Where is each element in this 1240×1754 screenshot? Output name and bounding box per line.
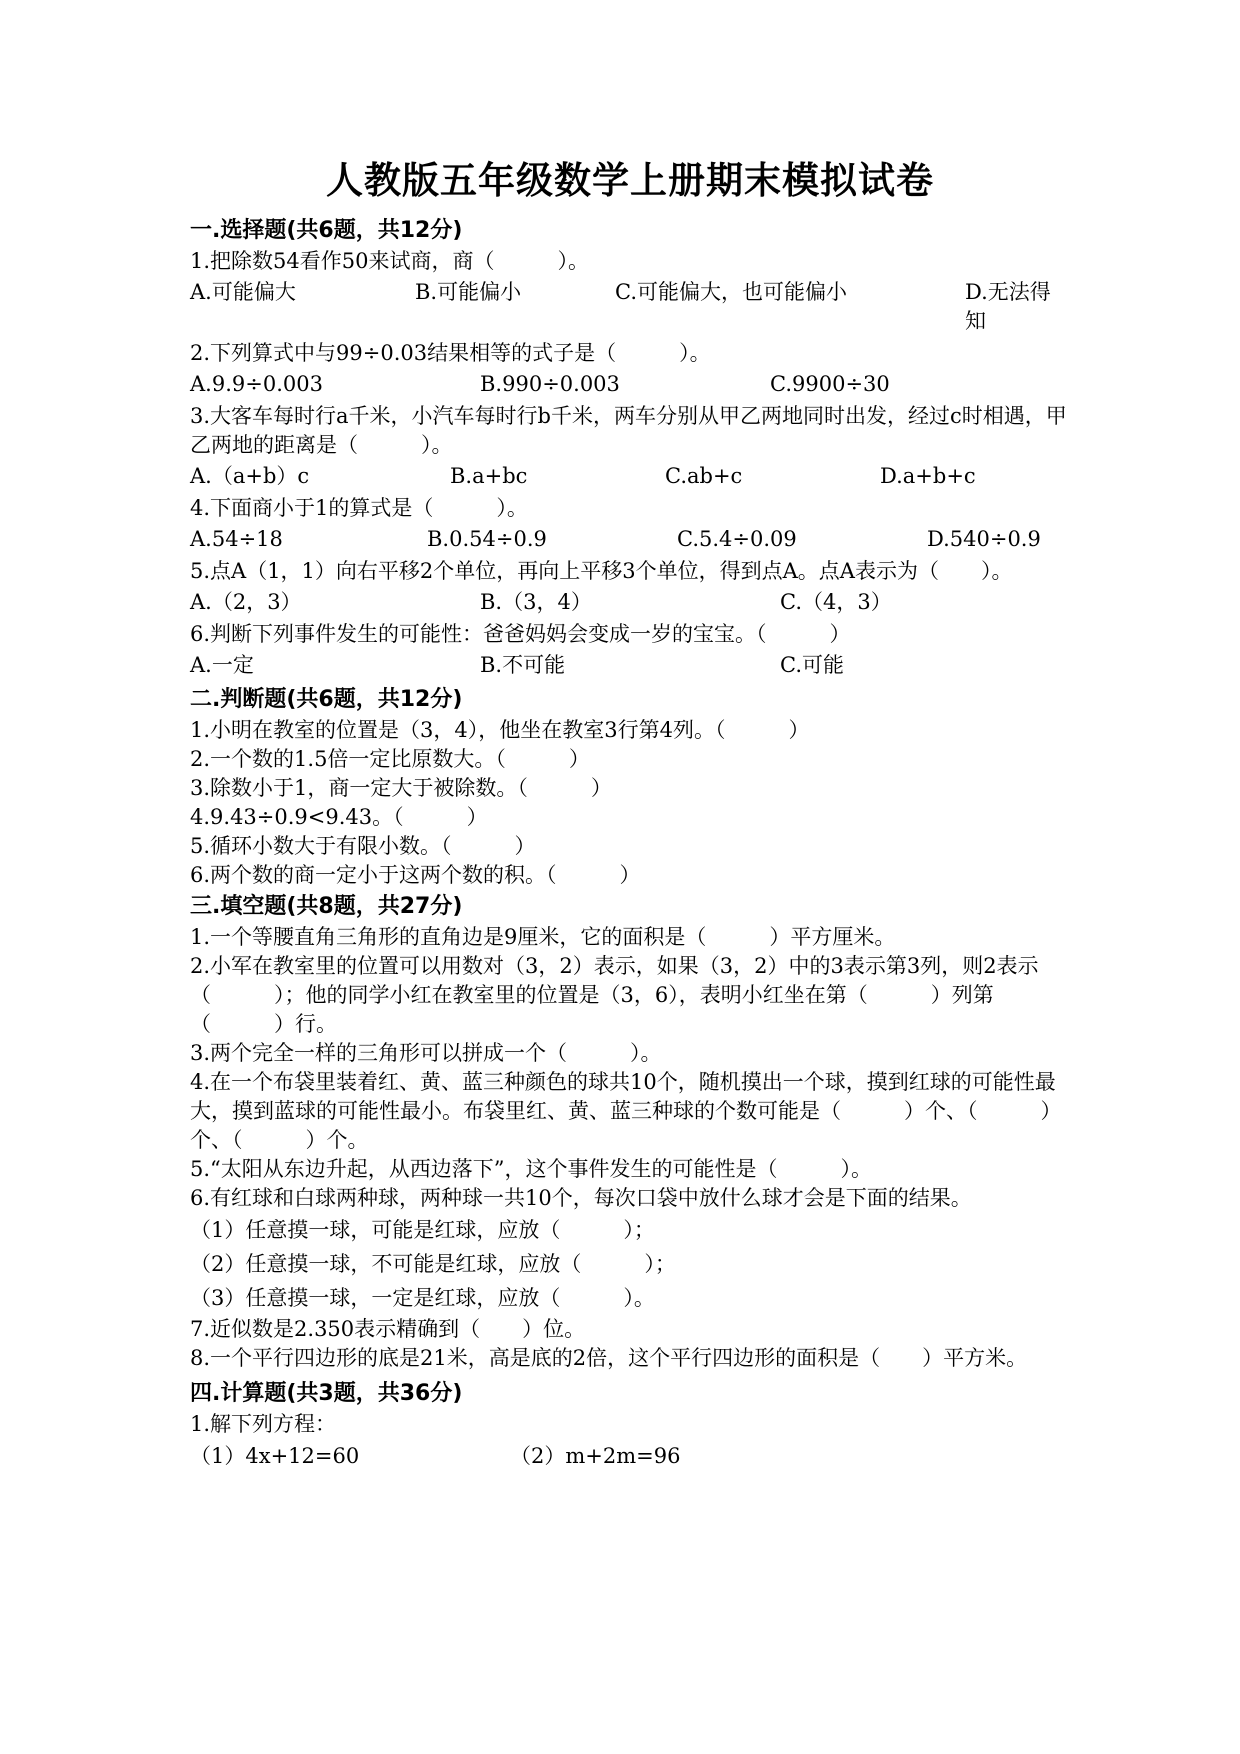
judge-item: 2.一个数的1.5倍一定比原数大。（ ） <box>190 747 590 771</box>
equation: （1）4x+12=60 <box>190 1444 360 1468</box>
option: A.可能偏大 <box>190 280 296 304</box>
judge-item: 1.小明在教室的位置是（3，4），他坐在教室3行第4列。（ ） <box>190 718 810 742</box>
option: B.（3，4） <box>480 590 592 614</box>
question-text: 1.把除数54看作50来试商，商（ ）。 <box>190 249 589 273</box>
judge-item: 6.两个数的商一定小于这两个数的积。（ ） <box>190 863 641 887</box>
option: B.可能偏小 <box>415 280 522 304</box>
fill-question: 4.在一个布袋里装着红、黄、蓝三种颜色的球共10个，随机摸出一个球，摸到红球的可能性最大，摸到蓝球的可能性最小。布袋里红、黄、蓝三种球的个数可能是（ ）个、（ ）个、（ ）个。 <box>190 1070 1062 1152</box>
option: C.9900÷30 <box>770 372 890 396</box>
fill-question: 7.近似数是2.350表示精确到（ ）位。 <box>190 1317 586 1341</box>
fill-question: 3.两个完全一样的三角形可以拼成一个（ ）。 <box>190 1041 662 1065</box>
option: D.a+b+c <box>880 464 976 488</box>
option: A.（2，3） <box>190 590 302 614</box>
option: C.ab+c <box>665 464 743 488</box>
page-title: 人教版五年级数学上册期末模拟试卷 <box>326 159 934 202</box>
judge-item: 5.循环小数大于有限小数。（ ） <box>190 834 536 858</box>
options-row <box>190 462 1070 491</box>
judge-item: 3.除数小于1，商一定大于被除数。（ ） <box>190 776 612 800</box>
option: C.可能 <box>780 653 844 677</box>
question-text: 2.下列算式中与99÷0.03结果相等的式子是（ ）。 <box>190 341 711 365</box>
options-row <box>190 278 1070 336</box>
options-row <box>190 651 1070 680</box>
option: C.可能偏大，也可能偏小 <box>615 280 847 304</box>
question-text: 4.下面商小于1的算式是（ ）。 <box>190 496 528 520</box>
judge-item: 4.9.43÷0.9<9.43。（ ） <box>190 805 488 829</box>
option: B.990÷0.003 <box>480 372 620 396</box>
section-heading-fill: 三.填空题(共8题，共27分) <box>190 894 463 919</box>
section-heading-calc: 四.计算题(共3题，共36分) <box>190 1381 463 1406</box>
option: D.540÷0.9 <box>927 527 1041 551</box>
options-row <box>190 525 1070 554</box>
option: D.无法得知 <box>965 280 1051 333</box>
fill-question: 2.小军在教室里的位置可以用数对（3，2）表示，如果（3，2）中的3表示第3列，则2表示（ ）；他的同学小红在教室里的位置是（3，6），表明小红坐在第（ ）列第（ ）行。 <box>190 954 1039 1036</box>
fill-question: 5.“太阳从东边升起，从西边落下”，这个事件发生的可能性是（ ）。 <box>190 1157 873 1181</box>
fill-question: 6.有红球和白球两种球，两种球一共10个，每次口袋中放什么球才会是下面的结果。 <box>190 1186 972 1210</box>
option: B.不可能 <box>480 653 566 677</box>
options-row <box>190 588 1070 617</box>
option: C.5.4÷0.09 <box>677 527 797 551</box>
options-row <box>190 370 1070 399</box>
equation: （2）m+2m=96 <box>510 1444 681 1468</box>
option: A.9.9÷0.003 <box>190 372 323 396</box>
question-text: 5.点A（1，1）向右平移2个单位，再向上平移3个单位，得到点A。点A表示为（ ）。 <box>190 559 1013 583</box>
section-heading-choice: 一.选择题(共6题，共12分) <box>190 218 463 243</box>
question-text: 3.大客车每时行a千米，小汽车每时行b千米，两车分别从甲乙两地同时出发，经过c时相遇，甲乙两地的距离是（ ）。 <box>190 404 1067 457</box>
question-text: 6.判断下列事件发生的可能性：爸爸妈妈会变成一岁的宝宝。（ ） <box>190 622 851 646</box>
option: A.54÷18 <box>190 527 283 551</box>
option: B.0.54÷0.9 <box>427 527 547 551</box>
option: C.（4，3） <box>780 590 892 614</box>
section-heading-judge: 二.判断题(共6题，共12分) <box>190 687 463 712</box>
calc-question: 1.解下列方程： <box>190 1412 337 1436</box>
fill-subquestion: （1）任意摸一球，可能是红球，应放（ ）； <box>190 1218 655 1242</box>
equation-row <box>190 1439 1070 1473</box>
option: B.a+bc <box>450 464 528 488</box>
fill-question: 1.一个等腰直角三角形的直角边是9厘米，它的面积是（ ）平方厘米。 <box>190 925 896 949</box>
fill-question: 8.一个平行四边形的底是21米，高是底的2倍，这个平行四边形的面积是（ ）平方米。 <box>190 1346 1028 1370</box>
option: A.一定 <box>190 653 254 677</box>
fill-subquestion: （3）任意摸一球，一定是红球，应放（ ）。 <box>190 1286 655 1310</box>
exam-page <box>190 150 1070 1473</box>
option: A.（a+b）c <box>190 464 310 488</box>
fill-subquestion: （2）任意摸一球，不可能是红球，应放（ ）； <box>190 1252 676 1276</box>
